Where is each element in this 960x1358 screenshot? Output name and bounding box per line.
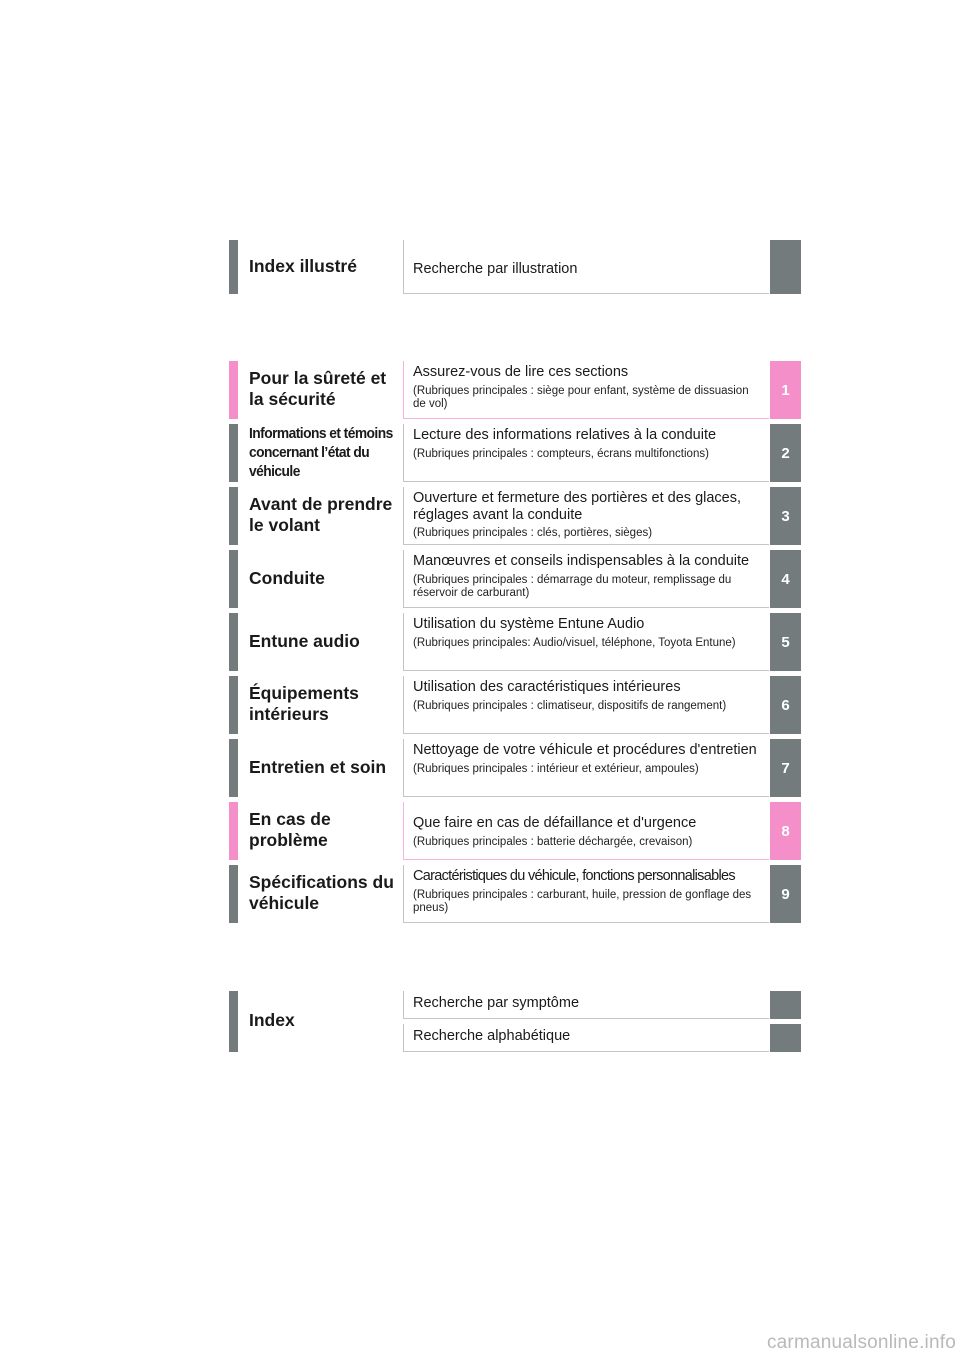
chapter-topics: (Rubriques principales : climatiseur, dispositifs de rangement)	[413, 699, 727, 712]
chapter-tab-3[interactable]: 3	[770, 487, 801, 545]
index-title: Index	[249, 1010, 295, 1030]
chapter-bar	[229, 487, 238, 545]
chapter-topics: (Rubriques principales: Audio/visuel, téléphone, Toyota Entune)	[413, 636, 736, 649]
chapter-tab-6[interactable]: 6	[770, 676, 801, 734]
chapter-description: Nettoyage de votre véhicule et procédures d'entretien	[413, 742, 757, 758]
chapter-description-box	[403, 361, 769, 419]
chapter-topics: (Rubriques principales : démarrage du moteur, remplissage du réservoir de carburant)	[413, 573, 732, 599]
chapter-tab-9[interactable]: 9	[770, 865, 801, 923]
chapter-topics: (Rubriques principales : intérieur et extérieur, ampoules)	[413, 762, 699, 775]
chapter-row-8[interactable]	[229, 802, 801, 860]
chapter-description: Lecture des informations relatives à la conduite	[413, 427, 717, 443]
chapter-row-2[interactable]	[229, 424, 801, 482]
chapter-bar	[229, 676, 238, 734]
section-title: Index illustré	[249, 256, 357, 276]
chapter-topics: (Rubriques principales : batterie déchargée, crevaison)	[413, 835, 693, 848]
chapter-tab-2[interactable]: 2	[770, 424, 801, 482]
chapter-bar	[229, 361, 238, 419]
chapter-description: Manœuvres et conseils indispensables à la conduite	[413, 553, 750, 569]
chapter-description-box	[403, 424, 769, 482]
chapter-bar	[229, 613, 238, 671]
chapter-description-box	[403, 802, 769, 860]
chapter-description: Utilisation du système Entune Audio	[413, 616, 645, 632]
index-tab-symptom[interactable]	[770, 991, 801, 1019]
chapter-title: Entretien et soin	[249, 757, 387, 777]
chapter-bar	[229, 865, 238, 923]
section-description-box	[403, 240, 769, 294]
index-item-alphabetical[interactable]	[403, 1024, 769, 1052]
chapter-title: Équipements intérieurs	[249, 683, 359, 724]
chapter-title: En cas de problème	[249, 809, 331, 850]
chapter-bar	[229, 739, 238, 797]
chapter-title: Spécifications du véhicule	[249, 872, 394, 913]
chapter-bar	[229, 802, 238, 860]
chapter-description-box	[403, 676, 769, 734]
chapter-description-box	[403, 739, 769, 797]
chapter-topics: (Rubriques principales : siège pour enfant, système de dissuasion de vol)	[413, 384, 749, 410]
illustrated-index-row[interactable]	[229, 240, 801, 294]
chapter-title: Pour la sûreté et la sécurité	[249, 368, 387, 409]
chapter-topics: (Rubriques principales : compteurs, écrans multifonctions)	[413, 447, 709, 460]
chapter-bar	[229, 550, 238, 608]
chapter-title: Conduite	[249, 568, 325, 588]
chapter-description-box	[403, 487, 769, 545]
chapter-description: Caractéristiques du véhicule, fonctions personnalisables	[413, 868, 735, 884]
chapter-description: Assurez-vous de lire ces sections	[413, 364, 629, 380]
chapter-topics: (Rubriques principales : clés, portières, sièges)	[413, 527, 653, 539]
chapter-description-box	[403, 865, 769, 923]
chapter-row-6[interactable]	[229, 676, 801, 734]
chapter-description: Que faire en cas de défaillance et d'urgence	[413, 815, 697, 831]
section-description: Recherche par illustration	[413, 261, 578, 277]
index-item-symptom[interactable]	[403, 991, 769, 1019]
chapter-tab-4[interactable]: 4	[770, 550, 801, 608]
chapter-title: Avant de prendre le volant	[249, 494, 393, 535]
chapter-title: Informations et témoins concernant l’état du véhicule	[249, 425, 393, 480]
chapter-row-5[interactable]	[229, 613, 801, 671]
chapter-description-box	[403, 613, 769, 671]
chapter-bar	[229, 424, 238, 482]
chapter-tab-8[interactable]: 8	[770, 802, 801, 860]
index-tab-alphabetical[interactable]	[770, 1024, 801, 1052]
index-item-label: Recherche alphabétique	[413, 1028, 571, 1044]
chapter-title: Entune audio	[249, 631, 360, 651]
chapter-tab-7[interactable]: 7	[770, 739, 801, 797]
chapter-tab-1[interactable]: 1	[770, 361, 801, 419]
index-bar	[229, 991, 238, 1052]
index-row	[229, 991, 801, 1052]
index-item-label: Recherche par symptôme	[413, 995, 580, 1011]
section-tab[interactable]	[770, 240, 801, 294]
chapter-row-3[interactable]	[229, 487, 801, 545]
chapter-row-9[interactable]	[229, 865, 801, 923]
chapter-row-4[interactable]	[229, 550, 801, 608]
chapter-description: Utilisation des caractéristiques intérieures	[413, 679, 681, 695]
chapter-row-7[interactable]	[229, 739, 801, 797]
chapter-description-box	[403, 550, 769, 608]
chapter-row-1[interactable]	[229, 361, 801, 419]
section-bar	[229, 240, 238, 294]
chapter-tab-5[interactable]: 5	[770, 613, 801, 671]
watermark: carmanualsonline.info	[766, 1332, 956, 1353]
chapter-description: Ouverture et fermeture des portières et des glaces, réglages avant la conduite	[413, 490, 742, 523]
chapter-topics: (Rubriques principales : carburant, huile, pression de gonflage des pneus)	[413, 888, 752, 914]
